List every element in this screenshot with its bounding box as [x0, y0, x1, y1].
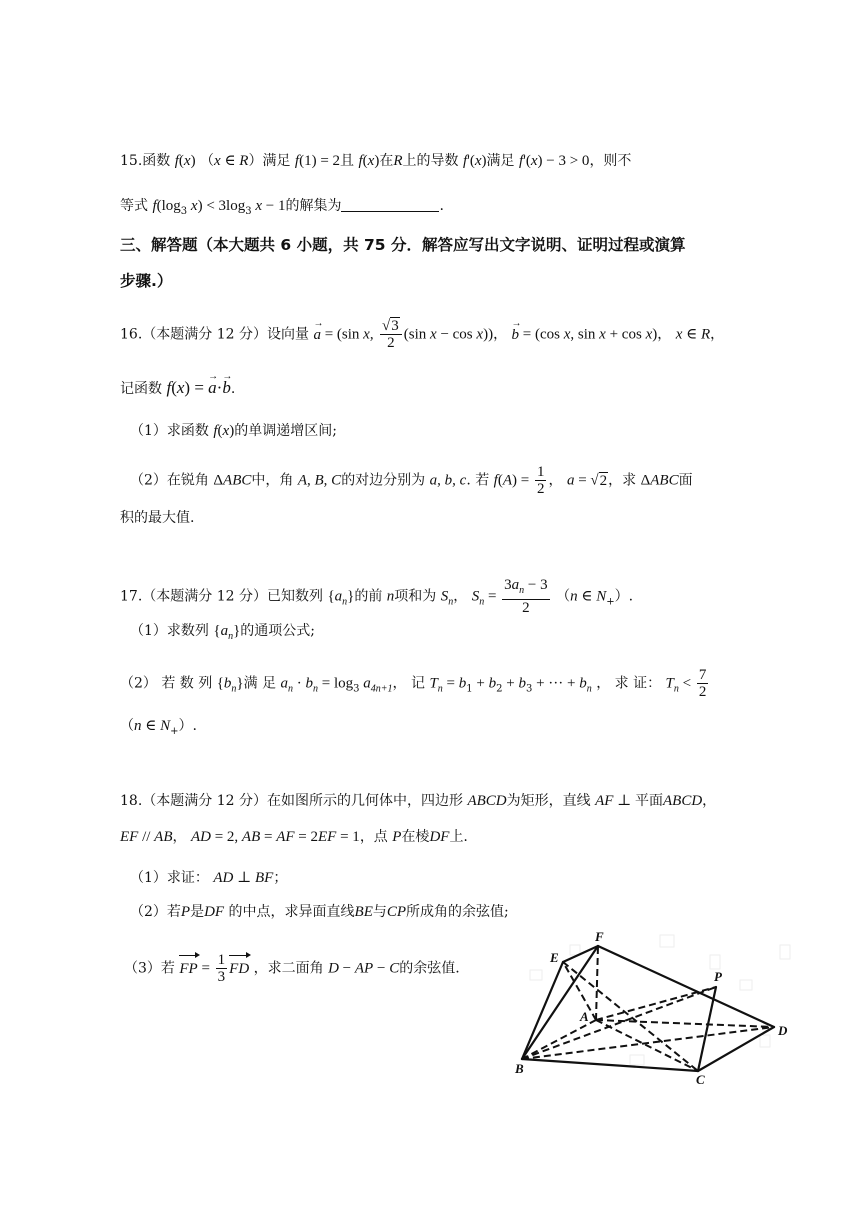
edge-CD: [698, 1027, 774, 1071]
q18-line1: 18.（本题满分 12 分）在如图所示的几何体中，四边形 ABCD为矩形，直线 AF ⊥ 平面ABCD，: [120, 793, 717, 809]
edge-BC: [522, 1059, 698, 1071]
q16-part2-cont: 积的最大值.: [120, 510, 195, 526]
q17-part1: （1）求数列 $\{a_n\}$的通项公式;: [130, 623, 315, 642]
label-A: A: [580, 1009, 589, 1024]
label-P: P: [714, 969, 722, 984]
q17-line1: 17.（本题满分 12 分）已知数列 $\{a_n\}$的前 n项和为 $S_n$， $S_n$ = $\frac{3a_n - 3}{2}$ （n ∈ $N_+$）.: [120, 577, 634, 616]
edge-PC: [698, 987, 716, 1071]
q15-line1: 15.函数 f(x) （x ∈ R）满足 f(1) = 2且 f(x)在R上的导数 f'(x)满足 f'(x) − 3 > 0，则不: [120, 153, 632, 169]
q18-line2: EF // AB， AD = 2, AB = AF = 2EF = 1，点 P在棱DF上.: [120, 829, 468, 845]
edge-AD: [596, 1020, 774, 1027]
label-D: D: [778, 1023, 788, 1038]
section3-heading: 三、解答题（本大题共 6 小题，共 75 分．解答应写出文字说明、证明过程或演算: [120, 236, 686, 254]
label-B: B: [515, 1061, 524, 1076]
q17-part2: （2） 若 数 列 $\{b_n\}$满 足 $a_n \cdot b_n = \log_3 a_{4n+1}$， 记 $T_n = b_1 + b_2 + b_3$ + ··· + $b_n$ ， 求 证： $T_n$ < $\frac{7}{2}$: [120, 667, 707, 700]
section3-heading-cont: 步骤.）: [120, 272, 173, 290]
q18-part2: （2）若P是DF 的中点，求异面直线BE与CP所成角的余弦值;: [130, 904, 509, 920]
edge-AB: [522, 1020, 596, 1059]
label-C: C: [696, 1072, 705, 1085]
q15-line2: 等式 $f(\log_3$ $x) < 3\log_3$ x − 1的解集为 .: [120, 198, 444, 217]
q17-part2-cont: （n ∈ $N_+$）.: [120, 718, 197, 737]
q18-part1: （1）求证： AD ⊥ BF；: [130, 870, 288, 886]
edge-AP: [596, 987, 716, 1020]
answer-blank[interactable]: [341, 199, 439, 212]
q16-part2: （2）在锐角 ΔABC中，角 A, B, C的对边分别为 a, b, c. 若 f(A) = $\frac{1}{2}$ ， a = √2，求 ΔABC面: [130, 464, 693, 497]
edge-FB: [522, 946, 598, 1059]
edge-BD: [522, 1027, 774, 1059]
geometry-figure: [510, 925, 800, 1085]
q16-line1: 16.（本题满分 12 分）设向量 → a = (sin x, $\frac{√3}{2}$ (sin x − cos x))， → b = (cos x, sin x + cos x)， x ∈ R，: [120, 318, 750, 351]
q18-part3: （3）若 FP = $\frac{1}{3}$ FD ，求二面角 D − AP − C的余弦值.: [124, 952, 460, 985]
label-E: E: [550, 950, 559, 965]
q16-line2: 记函数 f(x) = → a·→ b.: [120, 377, 750, 400]
label-F: F: [595, 929, 604, 944]
edge-AF: [596, 946, 598, 1020]
edge-FD: [598, 946, 774, 1027]
edge-AC: [596, 1020, 698, 1071]
q16-part1: （1）求函数 f(x)的单调递增区间;: [130, 423, 337, 439]
